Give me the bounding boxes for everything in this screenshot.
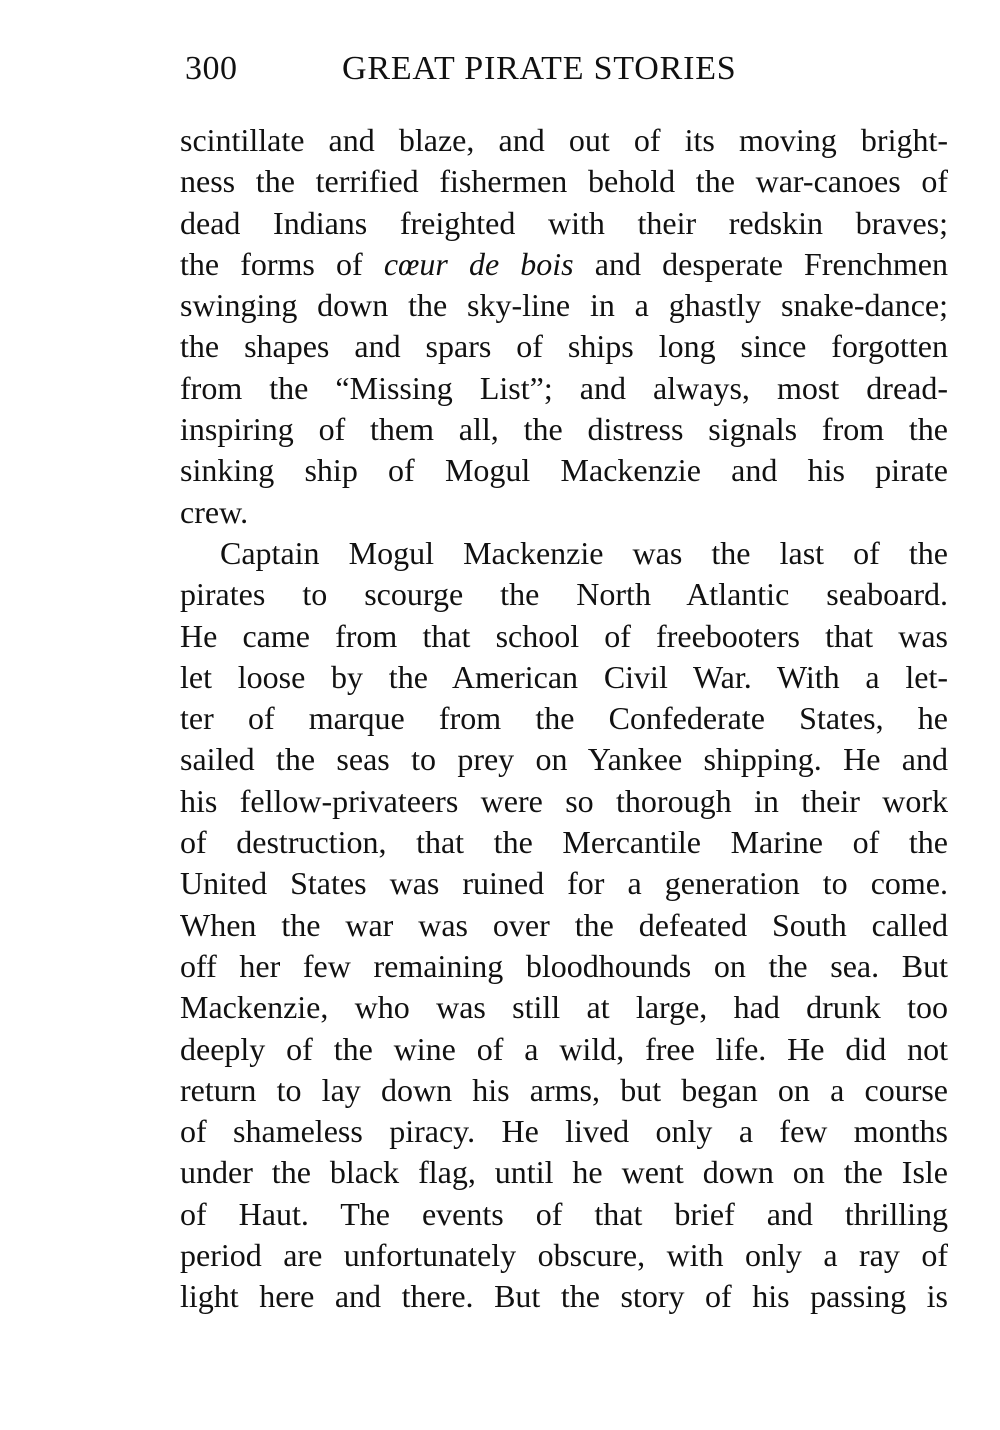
text-line: [180, 244, 948, 285]
text-line: let loose by the American Civil War. With a let-: [180, 658, 948, 695]
text-span: and desperate Frenchmen: [573, 245, 948, 282]
text-line: ness the terrified fishermen behold the war-canoes of: [180, 163, 948, 200]
text-line: Mackenzie, who was still at large, had drunk too: [180, 989, 948, 1026]
text-line: of shameless piracy. He lived only a few months: [180, 1113, 948, 1150]
text-line: of destruction, that the Mercantile Marine of the: [180, 824, 948, 861]
text-span: the forms of: [180, 245, 384, 282]
page-number: 300: [185, 50, 238, 87]
paragraph-2: [180, 533, 948, 1318]
text-line: off her few remaining bloodhounds on the sea. But: [180, 947, 948, 984]
text-line: his fellow-privateers were so thorough in their work: [180, 782, 948, 819]
text-line: crew.: [180, 493, 249, 530]
text-line: under the black flag, until he went down on the Isle: [180, 1154, 948, 1191]
text-line: He came from that school of freebooters that was: [180, 617, 948, 654]
text-line: inspiring of them all, the distress signals from the: [180, 411, 948, 448]
text-line: sinking ship of Mogul Mackenzie and his pirate: [180, 452, 948, 489]
text-line: scintillate and blaze, and out of its moving bright-: [180, 122, 948, 158]
text-line: United States was ruined for a generation to come.: [180, 865, 948, 902]
text-line: dead Indians freighted with their redskin braves;: [180, 204, 948, 241]
text-line: of Haut. The events of that brief and thrilling: [180, 1195, 948, 1232]
italic-phrase: cœur de bois: [383, 245, 574, 282]
book-title: GREAT PIRATE STORIES: [342, 50, 737, 87]
text-line: light here and there. But the story of his passing is: [180, 1278, 948, 1315]
text-line: deeply of the wine of a wild, free life. He did not: [180, 1030, 948, 1067]
text-line: swinging down the sky-line in a ghastly snake-dance;: [180, 287, 948, 324]
text-line: pirates to scourge the North Atlantic seaboard.: [180, 576, 948, 613]
text-line: ter of marque from the Confederate States, he: [180, 700, 948, 737]
text-line: Captain Mogul Mackenzie was the last of the: [220, 534, 948, 571]
text-line: return to lay down his arms, but began on a course: [180, 1071, 948, 1108]
text-line: When the war was over the defeated South called: [180, 906, 948, 943]
text-line: the shapes and spars of ships long since forgotten: [180, 328, 948, 365]
text-line: sailed the seas to prey on Yankee shipping. He and: [180, 741, 948, 778]
text-line: period are unfortunately obscure, with only a ray of: [180, 1237, 948, 1274]
body-text: [180, 120, 948, 1360]
text-line: from the “Missing List”; and always, most dread-: [180, 369, 948, 406]
paragraph-1: [180, 120, 948, 533]
running-head: [185, 50, 945, 100]
